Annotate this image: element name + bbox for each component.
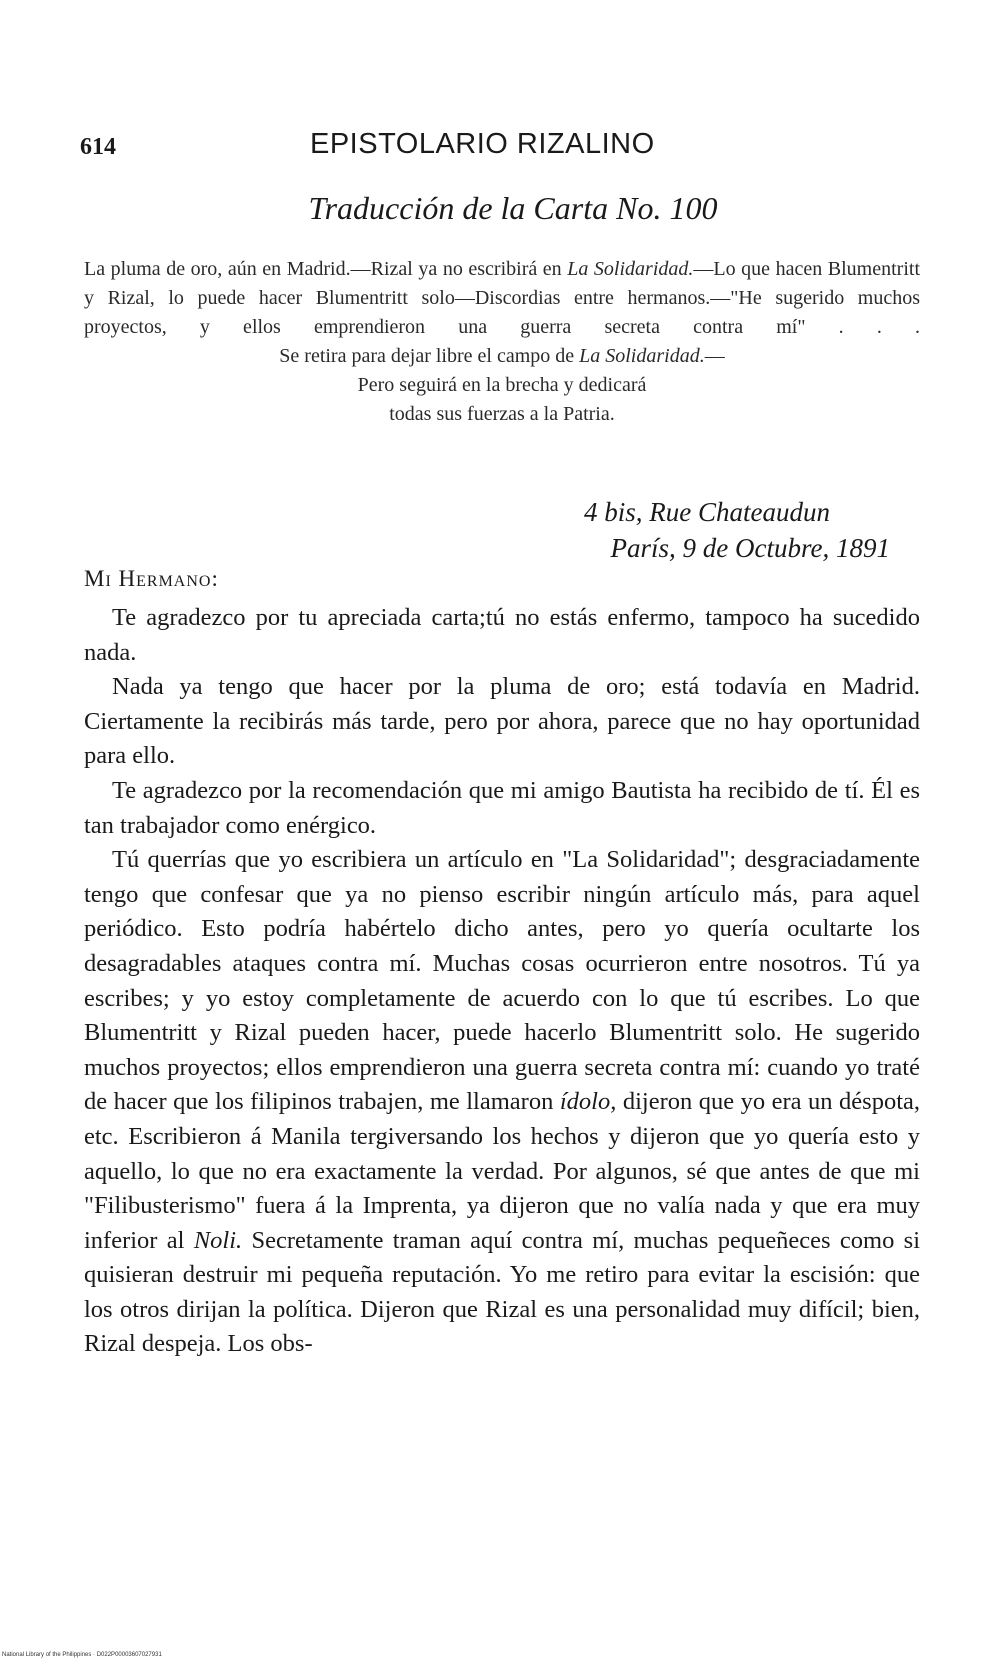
body-paragraph-3: Te agradezco por la recomendación que mi amigo Bautista ha recibido de tí. Él es tan trabajador como enérgico. — [84, 776, 920, 839]
page-header — [80, 128, 940, 168]
summary-text-1: La pluma de oro, aún en Madrid.—Rizal ya no escribirá en — [84, 258, 562, 280]
body-p4-text-c: Secretamente traman aquí contra mí, muchas pequeñeces como si quisieran destruir mi pequeña reputación. Yo me retiro para evitar la escisión: que los otros dirijan la política. Dijeron que Rizal es una personalidad muy difícil; bien, Rizal despeja. Los obs- — [84, 1226, 921, 1358]
scan-footer: National Library of the Philippines · D022P00003607027931 — [2, 1652, 162, 1658]
salutation: Mi Hermano: — [84, 566, 219, 591]
page-number: 614 — [80, 134, 116, 160]
body-p4-em-1: ídolo, — [559, 1088, 617, 1116]
running-title: EPISTOLARIO RIZALINO — [310, 128, 655, 160]
body-p4-em-2: Noli. — [193, 1226, 243, 1254]
dateline — [0, 494, 890, 566]
letter-title: Traducción de la Carta No. 100 — [308, 190, 718, 226]
body-paragraph-1: Te agradezco por tu apreciada carta;tú no estás enfermo, tampoco ha sucedido nada. — [84, 604, 920, 666]
body-paragraph-4 — [84, 843, 920, 1362]
body-p4-text-a: Tú querrías que yo escribiera un artículo en "La Solidaridad"; desgraciadamente tengo que confesar que ya no pienso escribir ningún artículo más, para aquel periódico. Esto podría habértelo dicho antes, pero yo quería ocultarte los desagradables ataques contra mí. Muchas cosas ocurrieron entre nosotros. Tú ya escribes; y yo estoy completamente de acuerdo con lo que tú escribes. Lo que Blumentritt y Rizal pueden hacer, puede hacerlo Blumentritt solo. He sugerido muchos proyectos; ellos emprendieron una guerra secreta contra mí: cuando yo traté de hacer que los filipinos trabajen, me llamaron — [84, 846, 920, 1116]
summary-line-1 — [84, 255, 920, 342]
summary-line-4: Pero seguirá en la brecha y dedicará todas sus fuerzas a la Patria. — [357, 374, 647, 425]
letter-body — [84, 601, 920, 1362]
summary-text-3-end: — — [704, 345, 725, 367]
body-p4-text-b: dijeron que yo era un déspota, etc. Escribieron á Manila tergiversando los hechos y dijeron que yo quería esto y aquello, lo que no era exactamente la verdad. Por algunos, sé que antes de que mi "Filibusterismo" fuera á la Imprenta, ya dijeron que no valía nada y que era muy inferior al — [84, 1088, 921, 1254]
body-paragraph-2: Nada ya tengo que hacer por la pluma de oro; está todavía en Madrid. Ciertamente la recibirás más tarde, pero por ahora, parece que no hay oportunidad para ello. — [84, 673, 920, 770]
letter-summary — [84, 255, 920, 429]
summary-text-2: —Lo que hacen Blumentritt y Rizal, lo puede hacer Blumentritt solo—Discordias entre hermanos.—"He sugerido muchos proyectos, y ellos emprendieron una guerra secreta contra mí" . . . — [84, 258, 920, 338]
summary-line-3 — [84, 342, 920, 371]
dateline-address: 4 bis, Rue Chateaudun — [584, 497, 830, 527]
summary-text-3: Se retira para dejar libre el campo de — [279, 345, 575, 367]
summary-em-3: La Solidaridad. — [579, 345, 705, 367]
summary-em-1: La Solidaridad. — [567, 258, 694, 280]
dateline-date: París, 9 de Octubre, 1891 — [610, 533, 890, 563]
